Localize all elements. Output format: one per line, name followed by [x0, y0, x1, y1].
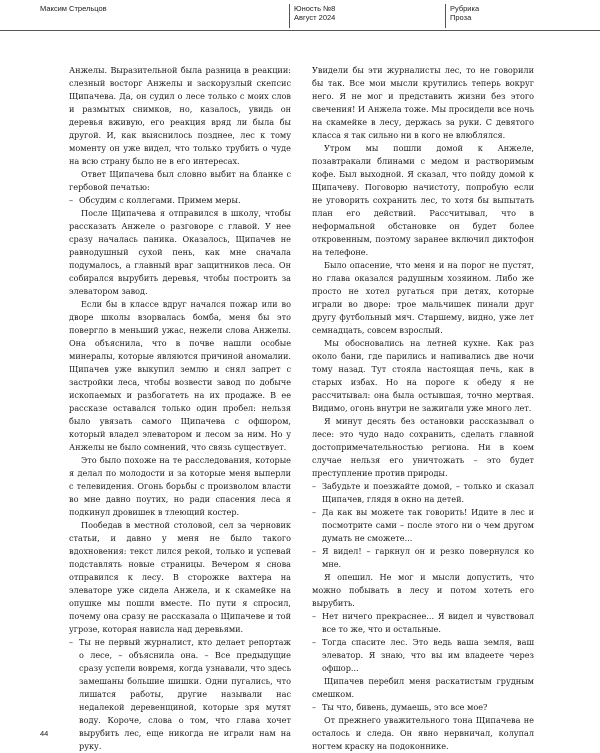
- paragraph: Увидели бы эти журналисты лес, то не говорили бы так. Все мои мысли крутились теперь вокруг него. Я не мог и представить жизни без этого свечения! И Анжела тоже. Мы просидели все ночь на скамейке в лесу, держась за руки. С девятого класса я так сильно ни в кого не влюблялся.: [312, 65, 534, 140]
- paragraph: Ответ Щипачева был словно выбит на бланке с гербовой печатью:: [69, 169, 291, 192]
- dialogue-line: – Ты что, бивень, думаешь, это все мое?: [312, 701, 534, 714]
- paragraph: Щипачев перебил меня раскатистым грудным смешком.: [312, 676, 534, 699]
- page-number: 44: [40, 729, 49, 738]
- dialogue-line: – Тогда спасите лес. Это ведь ваша земля, ваш элеватор. Я знаю, что вы им владеете через офшор...: [312, 636, 534, 675]
- paragraph: От прежнего уважительного тона Щипачева не осталось и следа. Он явно нервничал, колупал ногтем краску на подоконнике.: [312, 715, 534, 751]
- paragraph: Я опешил. Не мог и мысли допустить, что можно побывать в лесу и потом хотеть его вырубить.: [312, 572, 534, 608]
- issue-date: Август 2024: [294, 13, 336, 23]
- rubric-label: Рубрика: [450, 4, 480, 13]
- dialogue-line: – Обсудим с коллегами. Примем меры.: [69, 194, 291, 207]
- paragraph: Мы обосновались на летней кухне. Как раз около бани, где парились и напивались две ночи тому назад. Тут стояла настоящая печь, как в старых избах. Но на пороге к обеду я не рассчитывал: она была остывшая, точно мертвая. Видимо, огонь внутри не зажигали уже много лет.: [312, 338, 534, 413]
- journal-issue: Юность №8: [294, 4, 336, 13]
- rubric-value: Проза: [450, 13, 472, 23]
- author-name: Максим Стрельцов: [40, 4, 107, 13]
- dialogue-line: – Да как вы можете так говорить! Идите в лес и посмотрите сами – после этого ни о чем другом думать не сможете...: [312, 506, 534, 545]
- text-column-right: [312, 64, 534, 753]
- dialogue-line: – Нет ничего прекраснее... Я видел и чувствовал все то же, что и остальные.: [312, 610, 534, 636]
- dialogue-line: – Забудьте и поезжайте домой, – только и сказал Щипачев, глядя в окно на детей.: [312, 480, 534, 506]
- paragraph: Анжелы. Выразительной была разница в реакции: слезный восторг Анжелы и заскорузлый скепсис Щипачева. Да, он судил о лесе только с моих слов и размытых снимков, но, казалось, увидь он деревья вживую, его реакция вряд ли была бы другой. И, как выяснилось позднее, лес к тому моменту он уже видел, что только трубить о чуде на всю страну было не в его интересах.: [69, 65, 291, 166]
- header-author: [40, 4, 107, 28]
- paragraph: Если бы в классе вдруг начался пожар или во дворе школы взорвалась бомба, меня бы это повергло в меньший ужас, нежели слова Анжелы. Она объяснила, что в почве нашли особые минералы, которые являются причиной аномалии. Щипачев уже выкупил землю и снял запрет с застройки леса, чтобы возвести завод по добыче ископаемых и разбогатеть на их продаже. В ее рассказе оставался только один пробел: нельзя было увязать самого Щипачева с офшором, который владел элеватором и лесом за ним. Но у Анжелы не было сомнений, что связь существует.: [69, 299, 291, 452]
- paragraph: Пообедав в местной столовой, сел за черновик статьи, и давно у меня не было такого вдохновения: текст лился рекой, только и успевай подставлять новые страницы. Вечером я снова отправился к лесу. В сторожке вахтера на элеваторе уже сидела Анжела, и к скамейке на опушке мы пошли вместе. По пути я спросил, почему она сразу не рассказала о Щипачеве и той угрозе, которая нависла над деревьями.: [69, 520, 291, 634]
- dialogue-line: – Ты не первый журналист, кто делает репортаж о лесе, – объяснила она. – Все предыдущие сразу успели вовремя, когда узнавали, что здесь замешаны большие шишки. Одни пугались, что лишатся работы, другие называли нас недалекой деревенщиной, которые зря мутят воду. Короче, слова о том, что глава хочет вырубить лес, еще никогда не играли нам на руку.: [69, 636, 291, 753]
- paragraph: Утром мы пошли домой к Анжеле, позавтракали блинами с медом и растворимым кофе. Был выходной. Я сказал, что пойду домой к Щипачеву. Поговорю начистоту, попробую если не уговорить сохранить лес, то хотя бы выпытать план его действий. Рассчитывал, что в неформальной обстановке он будет более откровенным, поэтому заранее включил диктофон на телефоне.: [312, 143, 534, 257]
- text-column-left: [69, 64, 291, 753]
- header-rubric: [445, 4, 479, 28]
- header-rule: [0, 30, 600, 31]
- dialogue-line: – Я видел! – гаркнул он и резко повернулся ко мне.: [312, 545, 534, 571]
- paragraph: После Щипачева я отправился в школу, чтобы рассказать Анжеле о разговоре с главой. У нее сразу началась паника. Оказалось, Щипачев не равнодушный сухой пень, как мне сначала подумалось, а главный враг защитников леса. Он собирался вырубить деревья, чтобы построить за элеватором завод.: [69, 208, 291, 296]
- running-header: [0, 0, 600, 30]
- header-issue: [289, 4, 335, 28]
- paragraph: Я минут десять без остановки рассказывал о лесе: это чудо надо сохранить, сделать главной достопримечательностью региона. Ни в коем случае нельзя его уничтожать – это будет преступление против природы.: [312, 416, 534, 478]
- paragraph: Это было похоже на те расследования, которые я делал по молодости и за которые меня выперли с телевидения. Огонь борьбы с произволом власти во мне давно поутих, но ради спасения леса я подкинул дровишек в тлеющий костер.: [69, 455, 291, 517]
- paragraph: Было опасение, что меня и на порог не пустят, но глава оказался радушным хозяином. Либо же просто не хотел ругаться при детях, которые играли во дворе: трое мальчишек пинали друг другу футбольный мяч. Старшему, видно, уже лет семнадцать, совсем взрослый.: [312, 260, 534, 335]
